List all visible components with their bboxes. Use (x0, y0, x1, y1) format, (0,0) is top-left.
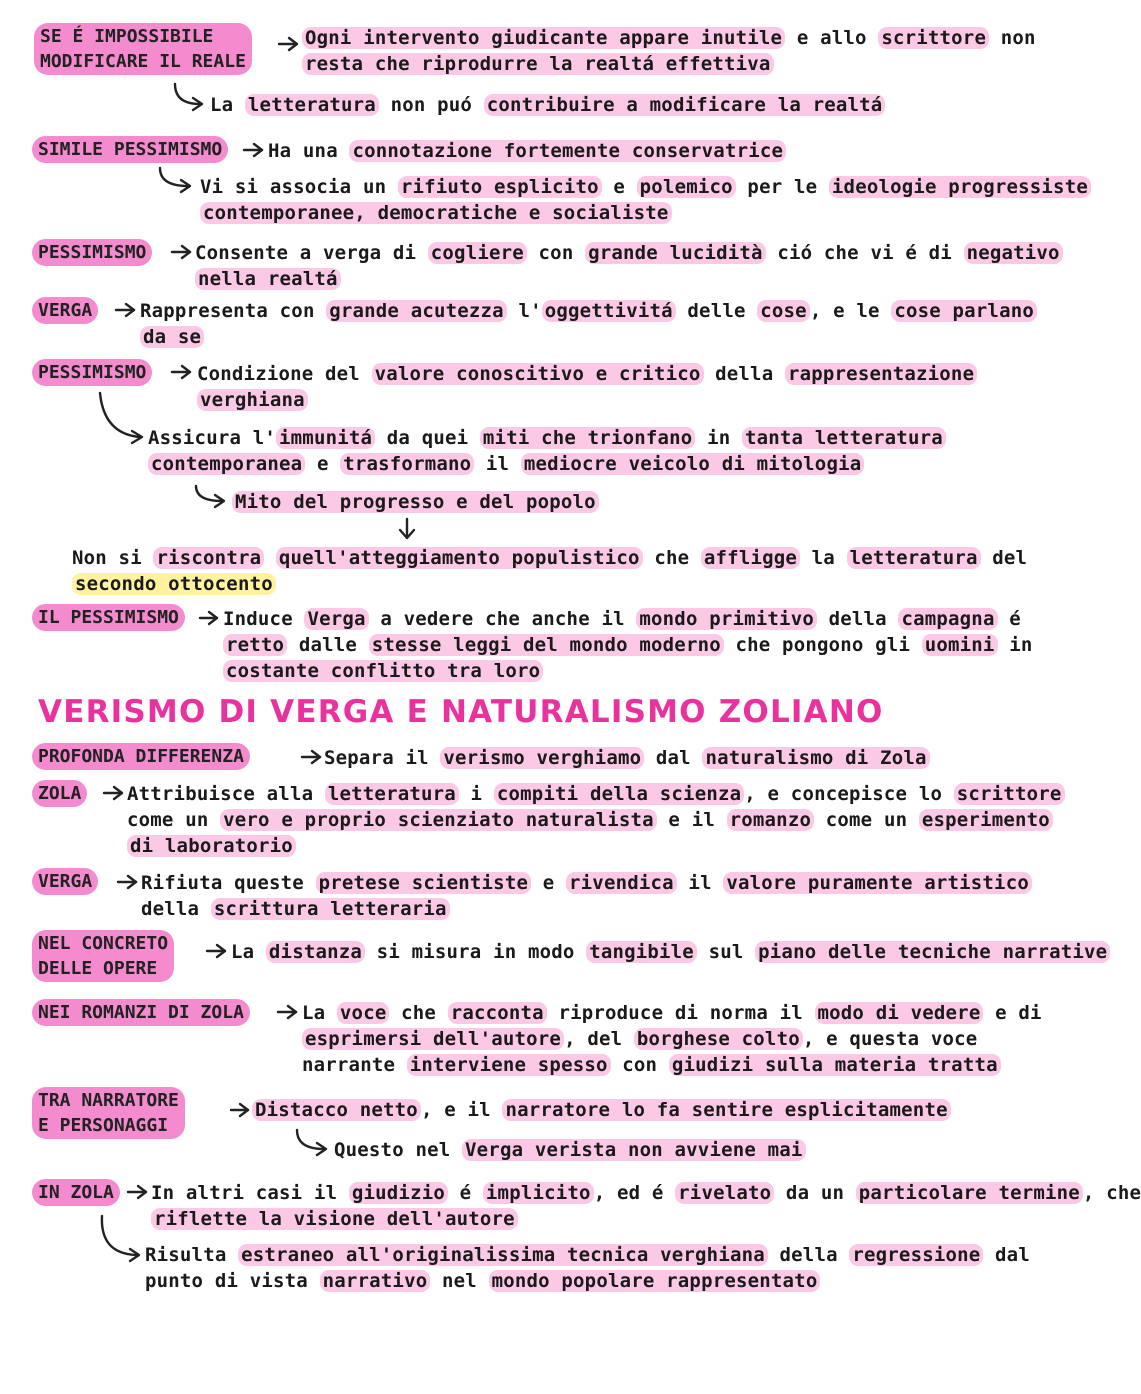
text-line (145, 1268, 1030, 1294)
highlighted-text: letteratura (325, 783, 459, 805)
plain-text: dalle (287, 634, 369, 656)
highlighted-text: romanzo (727, 809, 814, 831)
text-block-6 (223, 606, 1033, 684)
label-pessimismo: PESSIMISMO (32, 239, 152, 266)
highlighted-text: valore puramente artistico (723, 872, 1032, 894)
plain-text: per le (735, 176, 829, 198)
plain-text: e (531, 872, 567, 894)
plain-text: in (997, 634, 1033, 656)
highlighted-text: contemporanea (148, 453, 305, 475)
highlighted-text: uomini (922, 634, 998, 656)
highlighted-text: regressione (849, 1244, 983, 1266)
text-line (302, 1000, 1042, 1026)
text-line (334, 1137, 806, 1163)
highlighted-text: polemico (637, 176, 736, 198)
text-block-13b (145, 1242, 1030, 1294)
plain-text: che (389, 1002, 448, 1024)
plain-text: il (676, 872, 724, 894)
plain-text: e (305, 453, 341, 475)
plain-text: che pongono gli (723, 634, 922, 656)
highlighted-text: miti che trionfano (480, 427, 696, 449)
highlighted-text: negativo (964, 242, 1063, 264)
highlighted-text: borghese colto (634, 1028, 803, 1050)
text-line (223, 606, 1033, 632)
plain-text: Ha una (268, 140, 350, 162)
curved-arrow-icon (102, 1216, 139, 1261)
text-line (141, 896, 1032, 922)
highlighted-text: ideologie progressiste (829, 176, 1091, 198)
plain-text: nel (430, 1270, 489, 1292)
plain-text: Rifiuta queste (141, 872, 316, 894)
curved-arrow-icon (297, 1130, 326, 1155)
arrow-icon (118, 876, 136, 888)
plain-text: , e il (420, 1099, 503, 1121)
plain-text: La (231, 941, 266, 963)
plain-text: , che (1082, 1182, 1141, 1204)
down-arrow-icon (400, 519, 414, 538)
plain-text: con (610, 1054, 669, 1076)
plain-text: Assicura l' (148, 427, 277, 449)
highlighted-text: scrittore (954, 783, 1065, 805)
plain-text: Non si (72, 547, 154, 569)
arrow-icon (302, 751, 320, 763)
text-line (268, 138, 786, 164)
plain-text: é (448, 1182, 483, 1204)
text-block-7 (324, 745, 930, 771)
plain-text: del (980, 547, 1028, 569)
highlighted-text: Distacco netto (252, 1099, 421, 1121)
plain-text: della (816, 608, 899, 630)
text-line (141, 870, 1032, 896)
label-pessimismo-2: PESSIMISMO (32, 359, 152, 386)
text-line (127, 833, 1065, 859)
text-line (200, 200, 1091, 226)
highlighted-text: mondo popolare rappresentato (489, 1270, 821, 1292)
highlighted-text: modo di vedere (815, 1002, 984, 1024)
text-block-12b (334, 1137, 806, 1163)
highlighted-text: letteratura (847, 547, 981, 569)
text-line (302, 25, 1036, 51)
text-line (72, 571, 1027, 597)
highlighted-text: riscontra (153, 547, 264, 569)
highlighted-text: vero e proprio scienziato naturalista (220, 809, 657, 831)
highlighted-text: rivendica (566, 872, 677, 894)
arrow-icon (104, 787, 122, 799)
text-line (127, 807, 1065, 833)
arrow-icon (172, 366, 190, 378)
label-verga-2: VERGA (32, 868, 98, 895)
arrow-icon (207, 945, 225, 957)
highlighted-text: tangibile (586, 941, 697, 963)
plain-text: Induce (223, 608, 305, 630)
highlighted-text: pretese scientiste (316, 872, 532, 894)
plain-text: Attribuisce alla (127, 783, 325, 805)
arrow-icon (116, 304, 134, 316)
plain-text: é (997, 608, 1021, 630)
text-line (197, 387, 977, 413)
plain-text: e di (983, 1002, 1042, 1024)
highlighted-text: di laboratorio (127, 835, 296, 857)
text-block-13 (151, 1180, 1141, 1232)
curved-arrow-icon (100, 393, 142, 443)
arrow-icon (279, 38, 297, 50)
highlighted-text: estraneo all'originalissima tecnica verghiana (238, 1244, 768, 1266)
highlighted-text: connotazione fortemente conservatrice (349, 140, 786, 162)
highlighted-text: compiti della scienza (494, 783, 744, 805)
highlighted-text: mediocre veicolo di mitologia (521, 453, 865, 475)
highlighted-text: contemporanee, democratiche e socialiste (200, 202, 672, 224)
plain-text: da un (774, 1182, 856, 1204)
highlighted-text: rivelato (675, 1182, 774, 1204)
plain-text: sul (696, 941, 756, 963)
arrow-icon (172, 246, 190, 258)
plain-text: Questo nel (334, 1139, 463, 1161)
arrow-icon (244, 144, 262, 156)
plain-text: non (989, 27, 1036, 49)
plain-text: in (695, 427, 742, 449)
highlighted-text: stesse leggi del mondo moderno (369, 634, 724, 656)
label-il-pessimismo: IL PESSIMISMO (32, 604, 185, 631)
text-block-3 (195, 240, 1063, 292)
highlighted-text: naturalismo di Zola (702, 747, 929, 769)
text-line (324, 745, 930, 771)
label-in-zola: IN ZOLA (32, 1179, 120, 1206)
plain-text: Consente a verga di (195, 242, 428, 264)
text-line (302, 51, 1036, 77)
text-line (232, 489, 599, 515)
arrow-icon (231, 1104, 248, 1116)
highlighted-text: esperimento (919, 809, 1053, 831)
text-block-12 (252, 1097, 951, 1123)
plain-text: da quei (375, 427, 480, 449)
highlighted-text: Mito del progresso e del popolo (232, 491, 599, 513)
text-block-2 (268, 138, 786, 164)
plain-text: dal (983, 1244, 1030, 1266)
label-zola: ZOLA (32, 780, 87, 807)
plain-text: si misura in modo (365, 941, 587, 963)
highlighted-text: rifiuto esplicito (398, 176, 602, 198)
text-block-5 (197, 361, 977, 413)
highlighted-text: grande lucidità (585, 242, 766, 264)
highlighted-text: Ogni intervento giudicante appare inutile (302, 27, 785, 49)
text-block-11 (302, 1000, 1042, 1078)
highlighted-text: retto (223, 634, 287, 656)
highlighted-text: narratore lo fa sentire esplicitamente (502, 1099, 950, 1121)
label-tra-narratore: TRA NARRATORE E PERSONAGGI (32, 1087, 185, 1139)
text-line (148, 425, 946, 451)
text-block-5c (232, 489, 599, 515)
text-line (127, 781, 1065, 807)
text-block-2b (200, 174, 1091, 226)
label-profonda-differenza: PROFONDA DIFFERENZA (32, 743, 250, 770)
arrow-icon (128, 1186, 146, 1198)
highlighted-text: rappresentazione (785, 363, 977, 385)
text-block-5d (72, 545, 1027, 597)
text-line (148, 451, 946, 477)
curved-arrow-icon (175, 84, 202, 110)
highlighted-text: grande acutezza (326, 300, 507, 322)
plain-text: come un (814, 809, 919, 831)
highlighted-text: valore conoscitivo e critico (372, 363, 704, 385)
highlighted-text: scrittura letteraria (211, 898, 450, 920)
plain-text: In altri casi il (151, 1182, 349, 1204)
plain-text: della (767, 1244, 850, 1266)
highlighted-text: trasformano (340, 453, 474, 475)
text-block-1b (210, 92, 885, 118)
highlighted-text: racconta (448, 1002, 547, 1024)
highlighted-text: quell'atteggiamento populistico (276, 547, 643, 569)
plain-text: il (474, 453, 521, 475)
highlighted-text: esprimersi dell'autore (302, 1028, 564, 1050)
text-block-1 (302, 25, 1036, 77)
label-se-impossibile: SE É IMPOSSIBILE MODIFICARE IL REALE (34, 23, 252, 75)
plain-text: , del (564, 1028, 634, 1050)
highlighted-text: tanta letteratura (742, 427, 946, 449)
curved-arrow-icon (160, 168, 190, 192)
text-line (200, 174, 1091, 200)
plain-text: punto di vista (145, 1270, 320, 1292)
text-line (151, 1180, 1141, 1206)
plain-text: riproduce di norma il (546, 1002, 815, 1024)
highlighted-text: riflette la visione dell'autore (151, 1208, 518, 1230)
text-block-5b (148, 425, 946, 477)
highlighted-text: piano delle tecniche narrative (755, 941, 1110, 963)
text-line (140, 298, 1037, 324)
label-nel-concreto: NEL CONCRETO DELLE OPERE (32, 930, 174, 982)
text-line (223, 658, 1033, 684)
plain-text: e il (656, 809, 727, 831)
plain-text: la (800, 547, 847, 569)
text-line (145, 1242, 1030, 1268)
highlighted-text: cogliere (428, 242, 527, 264)
label-verga: VERGA (32, 297, 98, 324)
label-simile-pessimismo: SIMILE PESSIMISMO (32, 136, 228, 163)
plain-text: che (642, 547, 701, 569)
highlighted-text: costante conflitto tra loro (223, 660, 543, 682)
plain-text: narrante (302, 1054, 407, 1076)
text-line (72, 545, 1027, 571)
text-line (140, 324, 1037, 350)
text-block-8 (127, 781, 1065, 859)
plain-text: Vi si associa un (200, 176, 398, 198)
plain-text: delle (675, 300, 758, 322)
plain-text: , e concepisce lo (744, 783, 954, 805)
arrow-icon (278, 1006, 296, 1018)
plain-text (264, 547, 276, 569)
text-line (197, 361, 977, 387)
highlighted-text: Verga verista non avviene mai (462, 1139, 806, 1161)
highlighted-text: giudizio (349, 1182, 448, 1204)
highlighted-text: voce (337, 1002, 390, 1024)
highlighted-text: distanza (266, 941, 365, 963)
plain-text: , e le (809, 300, 892, 322)
plain-text: e (601, 176, 637, 198)
highlighted-text: campagna (898, 608, 997, 630)
highlighted-text: da se (140, 326, 204, 348)
plain-text: Condizione del (197, 363, 372, 385)
highlighted-text: verismo verghiamo (440, 747, 644, 769)
highlighted-text: resta che riprodurre la realtá effettiva (302, 53, 774, 75)
plain-text: i (458, 783, 494, 805)
plain-text: e allo (785, 27, 879, 49)
highlighted-text: scrittore (878, 27, 989, 49)
highlighted-text: cose (757, 300, 810, 322)
text-line (210, 92, 885, 118)
plain-text: Rappresenta con (140, 300, 327, 322)
text-block-4 (140, 298, 1037, 350)
plain-text: come un (127, 809, 221, 831)
highlighted-text: implicito (483, 1182, 594, 1204)
label-nei-romanzi-di-zola: NEI ROMANZI DI ZOLA (32, 999, 250, 1026)
highlighted-text: letteratura (245, 94, 379, 116)
highlighted-text: affligge (701, 547, 800, 569)
text-block-10 (231, 939, 1110, 965)
plain-text: , e questa voce (802, 1028, 978, 1050)
text-line (223, 632, 1033, 658)
plain-text: non puó (378, 94, 484, 116)
plain-text: con (526, 242, 586, 264)
highlighted-text: Verga (304, 608, 368, 630)
plain-text: , ed é (593, 1182, 676, 1204)
curved-arrow-icon (196, 486, 224, 507)
plain-text: l' (506, 300, 542, 322)
highlighted-text: immunitá (276, 427, 375, 449)
plain-text: dal (644, 747, 703, 769)
highlighted-text: mondo primitivo (636, 608, 817, 630)
plain-text: della (141, 898, 211, 920)
highlighted-text: cose parlano (891, 300, 1037, 322)
text-block-9 (141, 870, 1032, 922)
plain-text: Risulta (145, 1244, 239, 1266)
text-line (195, 240, 1063, 266)
highlighted-text: contribuire a modificare la realtá (484, 94, 886, 116)
highlighted-text: narrativo (320, 1270, 431, 1292)
highlighted-text: particolare termine (856, 1182, 1083, 1204)
highlighted-text: oggettivitá (542, 300, 676, 322)
text-line (302, 1052, 1042, 1078)
plain-text: a vedere che anche il (368, 608, 637, 630)
plain-text: della (703, 363, 785, 385)
text-line (252, 1097, 951, 1123)
section-title: VERISMO DI VERGA E NATURALISMO ZOLIANO (38, 694, 884, 730)
text-line (302, 1026, 1042, 1052)
arrow-icon (200, 612, 217, 624)
text-line (231, 939, 1110, 965)
highlighted-text: giudizi sulla materia tratta (669, 1054, 1001, 1076)
highlighted-text: interviene spesso (407, 1054, 611, 1076)
highlighted-text: verghiana (197, 389, 308, 411)
plain-text: La (210, 94, 245, 116)
text-line (151, 1206, 1141, 1232)
text-line (195, 266, 1063, 292)
highlighted-text: nella realtá (195, 268, 341, 290)
plain-text: Separa il (324, 747, 441, 769)
highlighted-text: secondo ottocento (72, 573, 276, 595)
plain-text: La (302, 1002, 337, 1024)
plain-text: ció che vi é di (765, 242, 964, 264)
